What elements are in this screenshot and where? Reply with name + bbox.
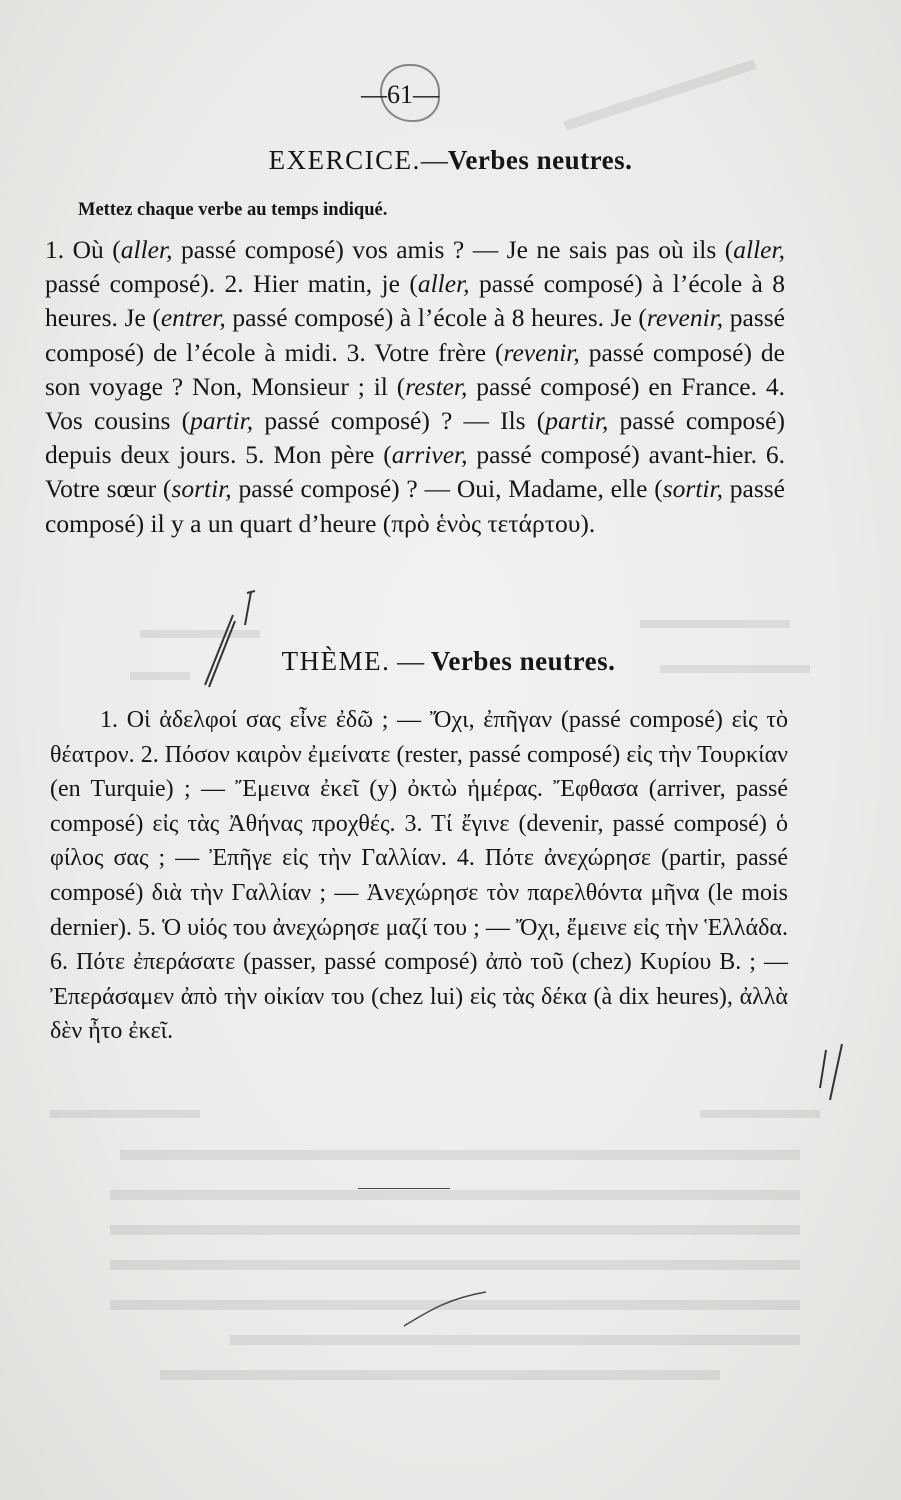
exercice-text-segment: passé composé) à l’école à 8 heures. Je ( <box>45 269 785 333</box>
exercice-heading: EXERCICE.—Verbes neutres. <box>268 145 633 175</box>
verb-infinitive: aller, <box>417 269 470 299</box>
exercice-text-segment: passé composé) ? — Ils ( <box>253 406 546 436</box>
exercice-text-segment: passé composé) à l’école à 8 heures. Je ( <box>225 303 647 333</box>
page-number-value: 61 <box>387 80 413 109</box>
section-rule <box>358 1188 450 1189</box>
pencil-mark-icon <box>195 585 265 695</box>
verb-infinitive: aller, <box>733 235 785 264</box>
exercice-paragraph <box>45 233 785 541</box>
exercice-text-segment: passé composé) en France. 4. Vos cousins ( <box>45 371 785 436</box>
exercice-text-segment: passé composé). 2. Hier matin, je ( <box>45 269 418 299</box>
exercice-text-segment: 1. Où ( <box>45 235 121 264</box>
exercice-text-segment: passé composé) de l’école à midi. 3. Votre frère ( <box>45 303 786 367</box>
exercice-instruction: Mettez chaque verbe au temps indiqué. <box>78 200 388 220</box>
exercice-text-segment: passé composé) ? — Oui, Madame, elle ( <box>231 474 663 504</box>
pencil-stroke-icon <box>400 1290 490 1330</box>
exercice-text-segment: passé composé) avant-hier. 6. Votre sœur ( <box>45 440 785 504</box>
theme-heading: THÈME. — Verbes neutres. <box>281 646 616 676</box>
verb-infinitive: sortir, <box>662 474 723 504</box>
margin-pencil-mark-icon <box>812 1040 852 1110</box>
exercice-text-segment: passé composé) depuis deux jours. 5. Mon père ( <box>45 406 785 470</box>
exercice-text-segment: passé composé) de son voyage ? Non, Monsieur ; il ( <box>45 337 785 401</box>
exercice-text-segment: passé composé) vos amis ? — Je ne sais pas où ils ( <box>172 235 734 264</box>
verb-infinitive: entrer, <box>160 303 226 333</box>
verb-infinitive: partir, <box>545 406 609 436</box>
verb-infinitive: aller, <box>120 235 173 264</box>
verb-infinitive: revenir, <box>646 303 724 333</box>
verb-infinitive: sortir, <box>171 474 232 504</box>
exercice-text-segment: passé composé) il y a un quart d’heure (πρὸ ἑνὸς τετάρτου). <box>45 474 785 538</box>
verb-infinitive: partir, <box>190 406 254 436</box>
page-number: —61— <box>361 80 439 109</box>
verb-infinitive: rester, <box>405 371 468 401</box>
verb-infinitive: revenir, <box>503 337 580 367</box>
verb-infinitive: arriver, <box>391 440 468 470</box>
theme-paragraph: 1. Οἱ ἀδελφοί σας εἶνε ἐδῶ ; — Ὄχι, ἐπῆγαν (passé composé) εἰς τὸ θέατρον. 2. Πόσον καιρὸν ἐμείνατε (rester, passé composé) εἰς τὴν Τουρκίαν (en Turquie) ; — Ἔμεινα ἐκεῖ (y) ὀκτὼ ἡμέρας. Ἔφθασα (arriver, passé composé) εἰς τὰς Ἀθήνας προχθές. 3. Τί ἔγινε (devenir, passé composé) ὁ φίλος σας ; — Ἐπῆγε εἰς τὴν Γαλλίαν. 4. Πότε ἀνεχώρησε (partir, passé composé) διὰ τὴν Γαλλίαν ; — Ἀνεχώρησε τὸν παρελθόντα μῆνα (le mois dernier). 5. Ὁ υἱός του ἀνεχώρησε μαζί του ; — Ὄχι, ἔμεινε εἰς τὴν Ἑλλάδα. 6. Πότε ἐπεράσατε (passer, passé composé) ἀπὸ τοῦ (chez) Κυρίου Β. ; — Ἐπεράσαμεν ἀπὸ τὴν οἰκίαν του (chez lui) εἰς τὰς δέκα (à dix heures), ἀλλὰ δὲν ἦτο ἐκεῖ. <box>50 707 789 1045</box>
